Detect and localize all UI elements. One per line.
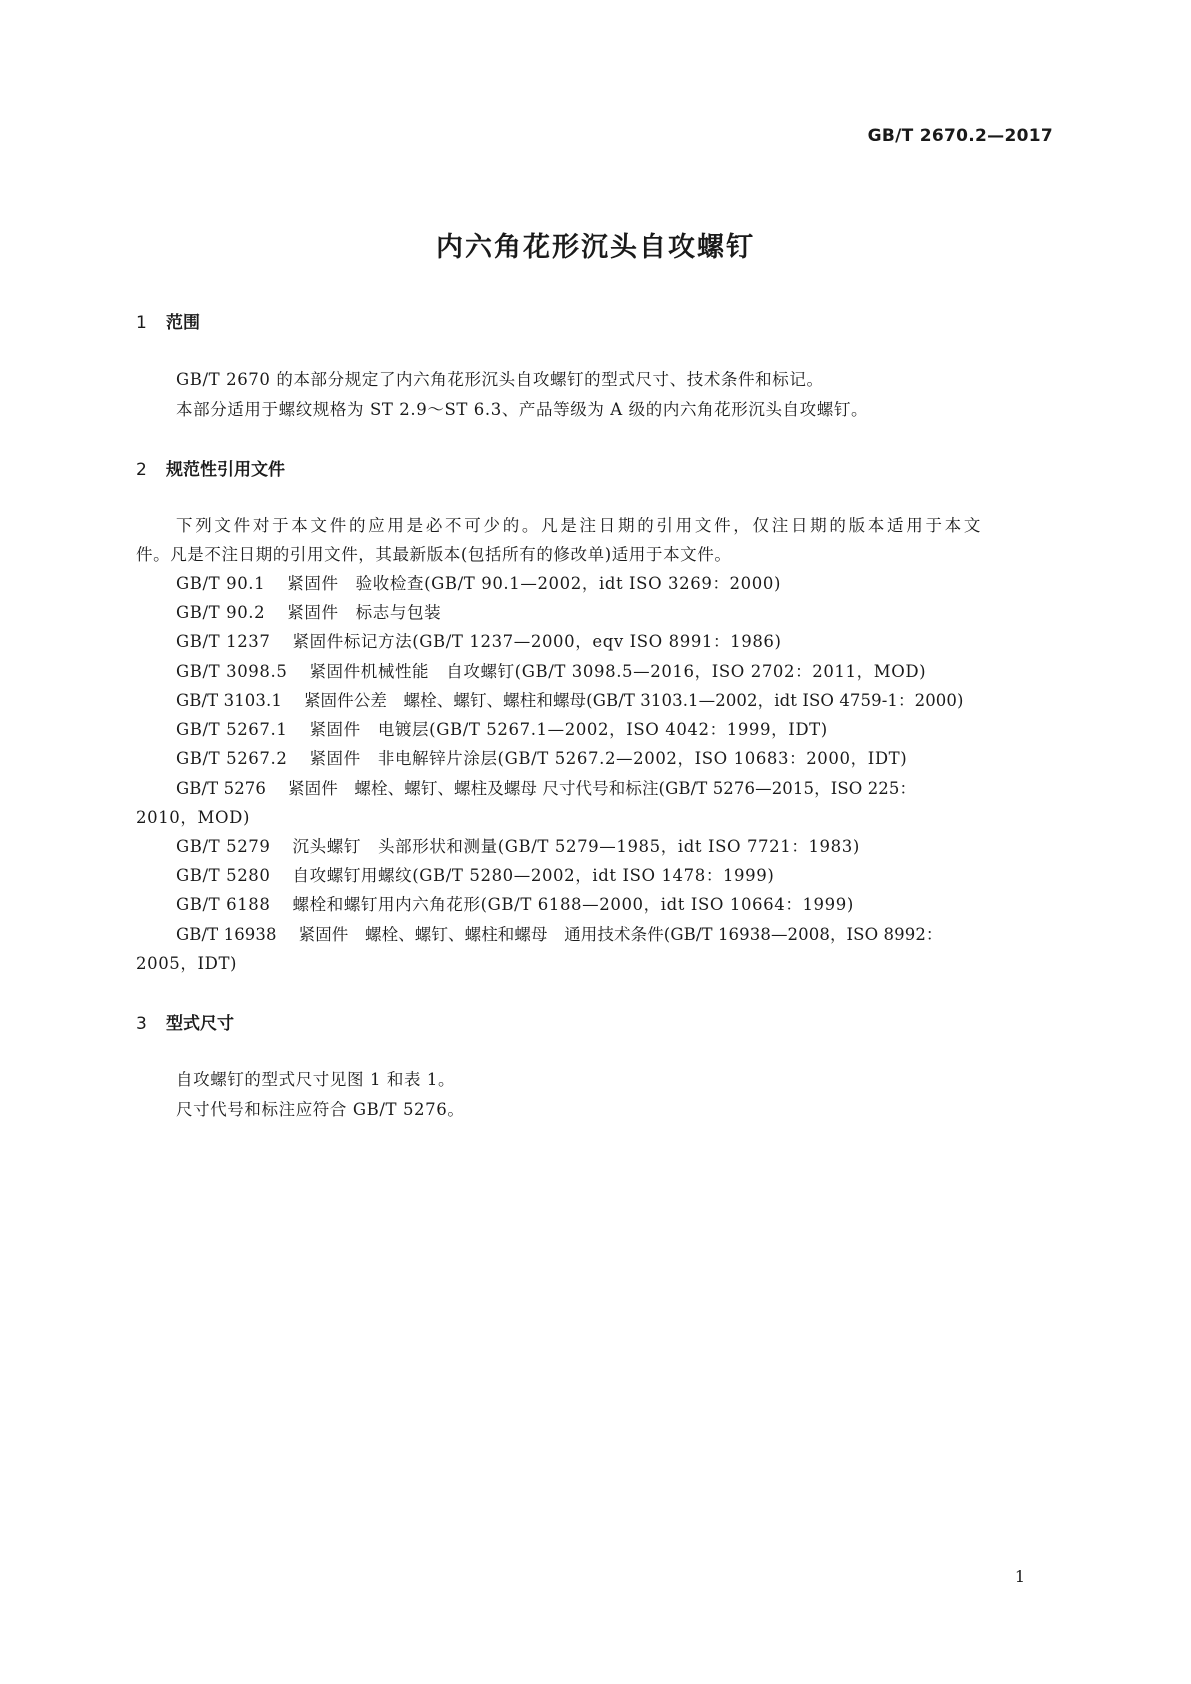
reference-text: 紧固件 标志与包装 <box>287 603 442 622</box>
section-title: 范围 <box>166 313 200 333</box>
reference-item <box>176 775 916 799</box>
section-heading-normative-references <box>136 455 285 480</box>
reference-item <box>176 628 782 652</box>
paragraph: 下列文件对于本文件的应用是必不可少的。凡是注日期的引用文件，仅注日期的版本适用于本文 <box>176 516 981 535</box>
reference-continuation: 2010，MOD) <box>136 808 250 827</box>
section-number: 3 <box>136 1014 147 1034</box>
reference-item <box>176 862 774 886</box>
reference-code: GB/T 16938 <box>176 925 277 944</box>
reference-item <box>176 891 854 915</box>
reference-text: 紧固件 验收检查(GB/T 90.1—2002，idt ISO 3269：2000) <box>287 574 781 593</box>
section-heading-dimensions <box>136 1009 234 1034</box>
page-number: 1 <box>1014 1567 1025 1586</box>
paragraph: 本部分适用于螺纹规格为 ST 2.9～ST 6.3、产品等级为 A 级的内六角花形沉头自攻螺钉。 <box>176 400 869 419</box>
reference-text: 紧固件标记方法(GB/T 1237—2000，eqv ISO 8991：1986) <box>292 632 782 651</box>
reference-item <box>176 687 964 711</box>
document-title: 内六角花形沉头自攻螺钉 <box>436 232 755 263</box>
paragraph: 尺寸代号和标注应符合 GB/T 5276。 <box>176 1100 465 1119</box>
reference-code: GB/T 90.2 <box>176 603 266 622</box>
reference-item <box>176 658 926 682</box>
reference-code: GB/T 3098.5 <box>176 662 288 681</box>
paragraph-continuation: 件。凡是不注日期的引用文件，其最新版本(包括所有的修改单)适用于本文件。 <box>136 545 732 564</box>
reference-code: GB/T 5280 <box>176 866 271 885</box>
paragraph: 自攻螺钉的型式尺寸见图 1 和表 1。 <box>176 1070 456 1089</box>
reference-code: GB/T 90.1 <box>176 574 266 593</box>
reference-item <box>176 921 943 945</box>
reference-code: GB/T 6188 <box>176 895 271 914</box>
reference-text: 紧固件 非电解锌片涂层(GB/T 5267.2—2002，ISO 10683：2000，IDT) <box>309 749 908 768</box>
reference-text: 螺栓和螺钉用内六角花形(GB/T 6188—2000，idt ISO 10664：1999) <box>292 895 854 914</box>
reference-item <box>176 570 781 594</box>
section-title: 规范性引用文件 <box>166 460 285 480</box>
reference-item <box>176 716 828 740</box>
section-number: 1 <box>136 313 147 333</box>
reference-item <box>176 599 441 623</box>
reference-code: GB/T 3103.1 <box>176 691 282 710</box>
reference-code: GB/T 5279 <box>176 837 271 856</box>
reference-text: 紧固件 电镀层(GB/T 5267.1—2002，ISO 4042：1999，IDT) <box>309 720 828 739</box>
reference-code: GB/T 5267.1 <box>176 720 288 739</box>
reference-text: 紧固件公差 螺栓、螺钉、螺柱和螺母(GB/T 3103.1—2002，idt ISO 4759-1：2000) <box>303 691 964 710</box>
section-title: 型式尺寸 <box>166 1014 234 1034</box>
reference-item <box>176 745 907 769</box>
reference-code: GB/T 5276 <box>176 779 267 798</box>
section-number: 2 <box>136 460 147 480</box>
paragraph: GB/T 2670 的本部分规定了内六角花形沉头自攻螺钉的型式尺寸、技术条件和标记。 <box>176 370 824 389</box>
reference-text: 紧固件 螺栓、螺钉、螺柱和螺母 通用技术条件(GB/T 16938—2008，ISO 8992： <box>298 925 943 944</box>
reference-code: GB/T 1237 <box>176 632 271 651</box>
reference-continuation: 2005，IDT) <box>136 954 238 973</box>
section-heading-scope <box>136 308 200 333</box>
reference-text: 沉头螺钉 头部形状和测量(GB/T 5279—1985，idt ISO 7721：1983) <box>292 837 860 856</box>
reference-code: GB/T 5267.2 <box>176 749 288 768</box>
reference-text: 自攻螺钉用螺纹(GB/T 5280—2002，idt ISO 1478：1999) <box>292 866 775 885</box>
reference-text: 紧固件机械性能 自攻螺钉(GB/T 3098.5—2016，ISO 2702：2011，MOD) <box>309 662 927 681</box>
reference-item <box>176 833 860 857</box>
standard-code: GB/T 2670.2—2017 <box>867 126 1053 146</box>
reference-text: 紧固件 螺栓、螺钉、螺柱及螺母 尺寸代号和标注(GB/T 5276—2015，ISO 225： <box>288 779 917 798</box>
